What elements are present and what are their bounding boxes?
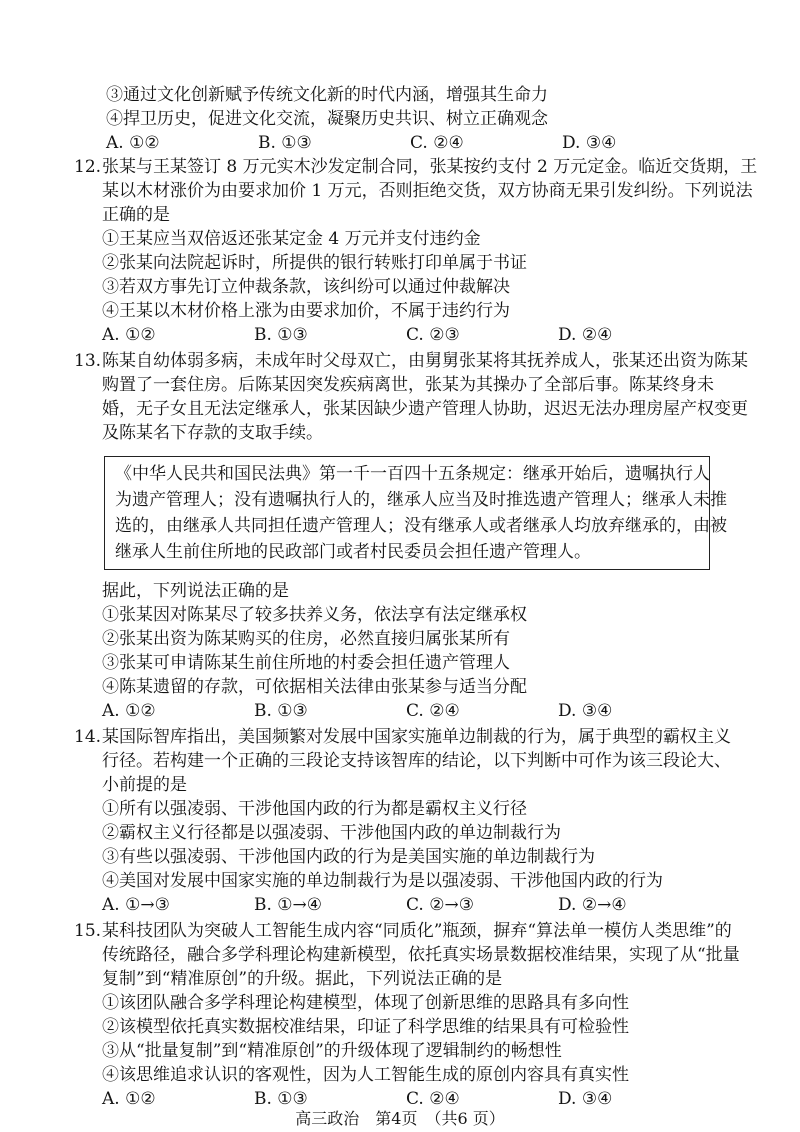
q11-option-d: D. ③④: [562, 133, 617, 153]
q15-option-a: A. ①②: [102, 1089, 156, 1109]
q12-statement-3: ③若双方事先订立仲裁条款，该纠纷可以通过仲裁解决: [102, 277, 510, 297]
q13-lead: 据此，下列说法正确的是: [102, 581, 289, 601]
q11-statement-3: ③通过文化创新赋予传统文化新的时代内涵，增强其生命力: [106, 85, 548, 105]
q11-statement-4: ④捍卫历史，促进文化交流，凝聚历史共识、树立正确观念: [106, 109, 548, 129]
q15-stem-line-1: 某科技团队为突破人工智能生成内容“同质化”瓶颈，摒弃“算法单一模仿人类思维”的: [102, 921, 732, 941]
q14-option-b: B. ①→④: [254, 895, 323, 915]
q13-statement-1: ①张某因对陈某尽了较多扶养义务，依法享有法定继承权: [102, 605, 527, 625]
q12-option-a: A. ①②: [102, 325, 156, 345]
page-footer: 高三政治 第4页 （共6 页）: [295, 1109, 505, 1128]
q14-option-d: D. ②→④: [558, 895, 627, 915]
q14-number: 14.: [74, 727, 102, 747]
q15-option-d: D. ③④: [558, 1089, 613, 1109]
q12-statement-1: ①王某应当双倍返还张某定金 4 万元并支付违约金: [102, 229, 481, 249]
q11-option-b: B. ①③: [258, 133, 312, 153]
q14-statement-1: ①所有以强凌弱、干涉他国内政的行为都是霸权主义行径: [102, 799, 527, 819]
q11-option-c: C. ②④: [410, 133, 464, 153]
q13-statement-3: ③张某可申请陈某生前住所地的村委会担任遗产管理人: [102, 653, 510, 673]
q13-quote-line-3: 选的，由继承人共同担任遗产管理人；没有继承人或者继承人均放弃继承的，由被: [115, 516, 727, 536]
q14-statement-2: ②霸权主义行径都是以强凌弱、干涉他国内政的单边制裁行为: [102, 823, 561, 843]
q13-quote-line-1: 《中华人民共和国民法典》第一千一百四十五条规定：继承开始后，遗嘱执行人: [115, 464, 710, 484]
q13-quote-box: [104, 456, 727, 570]
q15-option-c: C. ②④: [406, 1089, 460, 1109]
q13-stem-line-4: 及陈某名下存款的支取手续。: [102, 423, 323, 443]
q13-stem-line-2: 购置了一套住房。后陈某因突发疾病离世，张某为其操办了全部后事。陈某终身未: [102, 375, 714, 395]
q15-stem-line-2: 传统路径，融合多学科理论构建新模型，依托真实场景数据校准结果，实现了从“批量: [102, 945, 740, 965]
q13-stem-line-3: 婚，无子女且无法定继承人，张某因缺少遗产管理人协助，迟迟无法办理房屋产权变更: [102, 399, 748, 419]
q15-option-b: B. ①③: [254, 1089, 308, 1109]
q13-quote-line-2: 为遗产管理人；没有遗嘱执行人的，继承人应当及时推选遗产管理人；继承人未推: [115, 490, 727, 510]
q15-number: 15.: [74, 921, 102, 941]
q12-stem-line-1: 张某与王某签订 8 万元实木沙发定制合同，张某按约支付 2 万元定金。临近交货期，王: [102, 157, 758, 177]
q11-option-a: A. ①②: [106, 133, 160, 153]
q13-option-a: A. ①②: [102, 701, 156, 721]
q12-statement-2: ②张某向法院起诉时，所提供的银行转账打印单属于书证: [102, 253, 527, 273]
q12-stem-line-3: 正确的是: [102, 205, 170, 225]
q13-option-c: C. ②④: [406, 701, 460, 721]
q12-option-d: D. ②④: [558, 325, 613, 345]
q14-stem-line-3: 小前提的是: [102, 775, 187, 795]
q15-statement-1: ①该团队融合多学科理论构建模型，体现了创新思维的思路具有多向性: [102, 993, 629, 1013]
q12-statement-4: ④王某以木材价格上涨为由要求加价，不属于违约行为: [102, 301, 510, 321]
q15-statement-4: ④该思维追求认识的客观性，因为人工智能生成的原创内容具有真实性: [102, 1065, 629, 1085]
q14-stem-line-2: 行径。若构建一个正确的三段论支持该智库的结论，以下判断中可作为该三段论大、: [102, 751, 731, 771]
q12-option-b: B. ①③: [254, 325, 308, 345]
q13-statement-2: ②张某出资为陈某购买的住房，必然直接归属张某所有: [102, 629, 510, 649]
q13-statement-4: ④陈某遗留的存款，可依据相关法律由张某参与适当分配: [102, 677, 527, 697]
q14-option-a: A. ①→③: [102, 895, 170, 915]
q13-number: 13.: [74, 351, 102, 371]
q14-stem-line-1: 某国际智库指出，美国频繁对发展中国家实施单边制裁的行为，属于典型的霸权主义: [102, 727, 731, 747]
q14-statement-3: ③有些以强凌弱、干涉他国内政的行为是美国实施的单边制裁行为: [102, 847, 595, 867]
q15-statement-3: ③从“批量复制”到“精准原创”的升级体现了逻辑制约的畅想性: [102, 1041, 562, 1061]
q13-option-d: D. ③④: [558, 701, 613, 721]
q13-quote-line-4: 继承人生前住所地的民政部门或者村民委员会担任遗产管理人。: [115, 542, 591, 562]
q14-statement-4: ④美国对发展中国家实施的单边制裁行为是以强凌弱、干涉他国内政的行为: [102, 871, 663, 891]
q14-option-c: C. ②→③: [406, 895, 474, 915]
q13-stem-line-1: 陈某自幼体弱多病，未成年时父母双亡，由舅舅张某将其抚养成人，张某还出资为陈某: [102, 351, 748, 371]
q12-option-c: C. ②③: [406, 325, 460, 345]
q12-stem-line-2: 某以木材涨价为由要求加价 1 万元，否则拒绝交货，双方协商无果引发纠纷。下列说法: [102, 181, 753, 201]
q15-stem-line-3: 复制”到“精准原创”的升级。据此，下列说法正确的是: [102, 969, 503, 989]
q15-statement-2: ②该模型依托真实数据校准结果，印证了科学思维的结果具有可检验性: [102, 1017, 629, 1037]
q13-option-b: B. ①③: [254, 701, 308, 721]
q12-number: 12.: [74, 157, 102, 177]
